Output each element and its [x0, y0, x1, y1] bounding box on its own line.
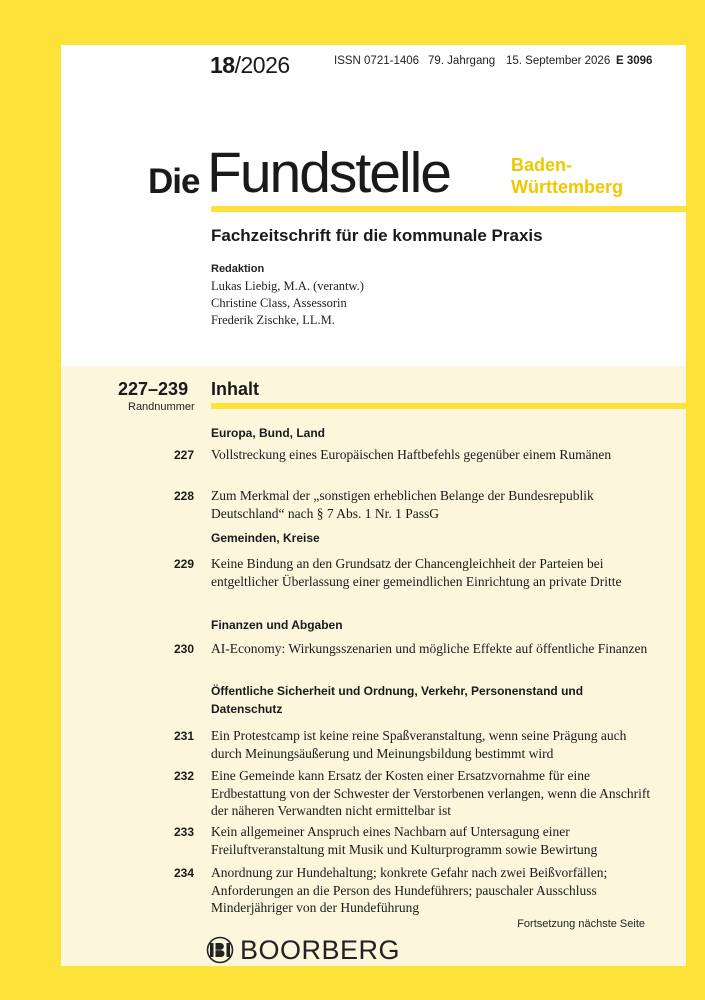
entry-number: 230	[173, 642, 194, 656]
editor: Lukas Liebig, M.A. (verantw.)	[211, 279, 364, 293]
boorberg-logo-icon	[206, 936, 234, 964]
issn: ISSN 0721-1406	[334, 55, 420, 67]
title-die: Die	[148, 162, 200, 201]
entry-number: 232	[173, 769, 194, 783]
publisher-logo	[206, 935, 400, 965]
contents-rule	[211, 403, 686, 409]
entry-title: Eine Gemeinde kann Ersatz der Kosten einer Ersatzvornahme für eine Erdbestattung von der Schwester der Verstorbenen verlangen, wenn die Anschrift der näheren Verwandten nicht ermittelbar ist	[211, 768, 651, 818]
entry-number: 234	[173, 866, 194, 880]
entry-title: Zum Merkmal der „sonstigen erheblichen Belange der Bundesrepublik Deutschland“ nach § 7 Abs. 1 Nr. 1 PassG	[211, 488, 594, 521]
section-heading: Finanzen und Abgaben	[211, 618, 343, 632]
randnummer-label: Randnummer	[128, 401, 195, 413]
redaktion-heading: Redaktion	[211, 263, 265, 275]
editor: Christine Class, Assessorin	[211, 296, 347, 310]
contents-range: 227–239	[118, 379, 189, 399]
entry-title: Vollstreckung eines Europäischen Haftbefehls gegenüber einem Rumänen	[211, 447, 612, 462]
editor: Frederik Zischke, LL.M.	[211, 313, 335, 327]
issue-number: 18/2026	[210, 52, 290, 78]
subtitle: Fachzeitschrift für die kommunale Praxis	[211, 226, 543, 245]
volume: 79. Jahrgang	[428, 55, 496, 67]
issue-code: E 3096	[616, 55, 653, 67]
entry-title: Kein allgemeiner Anspruch eines Nachbarn auf Untersagung einer Freiluftveranstaltung mit Musik und Kulturprogramm sowie Bewirtung	[211, 824, 598, 857]
title-main: Fundstelle	[207, 141, 450, 205]
publisher-name: BOORBERG	[240, 934, 401, 965]
entry-title: Ein Protestcamp ist keine reine Spaßveranstaltung, wenn seine Prägung auch durch Meinungsäußerung und Meinungsbildung bestimmt wird	[211, 728, 627, 761]
entry-number: 231	[173, 729, 194, 743]
bottom-frame	[0, 966, 705, 1000]
entry-number: 228	[173, 489, 194, 503]
section-heading: Gemeinden, Kreise	[211, 531, 320, 545]
section-heading: Europa, Bund, Land	[211, 426, 325, 440]
title-rule	[211, 206, 686, 212]
entry-title: Keine Bindung an den Grundsatz der Chancengleichheit der Parteien bei entgeltlicher Überlassung einer gemeindlichen Einrichtung an private Dritte	[211, 556, 622, 589]
entry-number: 227	[173, 448, 194, 462]
continued-note: Fortsetzung nächste Seite	[517, 918, 645, 930]
top-frame	[0, 0, 705, 45]
entry-number: 229	[173, 557, 194, 571]
left-frame	[0, 0, 61, 1000]
section-heading: Öffentliche Sicherheit und Ordnung, Verkehr, Personenstand und Datenschutz	[211, 684, 584, 716]
entry-title: AI-Economy: Wirkungsszenarien und mögliche Effekte auf öffentliche Finanzen	[211, 641, 648, 656]
region-line2: Württemberg	[511, 177, 623, 197]
region-line1: Baden-	[511, 155, 573, 175]
entry-title: Anordnung zur Hundehaltung; konkrete Gefahr nach zwei Beißvorfällen; Anforderungen an die Person des Hundeführers; pauschaler Ausschluss Minderjähriger von der Hundeführung	[211, 865, 608, 915]
issue-date: 15. September 2026	[506, 55, 611, 67]
entry-number: 233	[173, 825, 194, 839]
contents-heading: Inhalt	[211, 379, 259, 399]
right-frame	[686, 0, 705, 1000]
